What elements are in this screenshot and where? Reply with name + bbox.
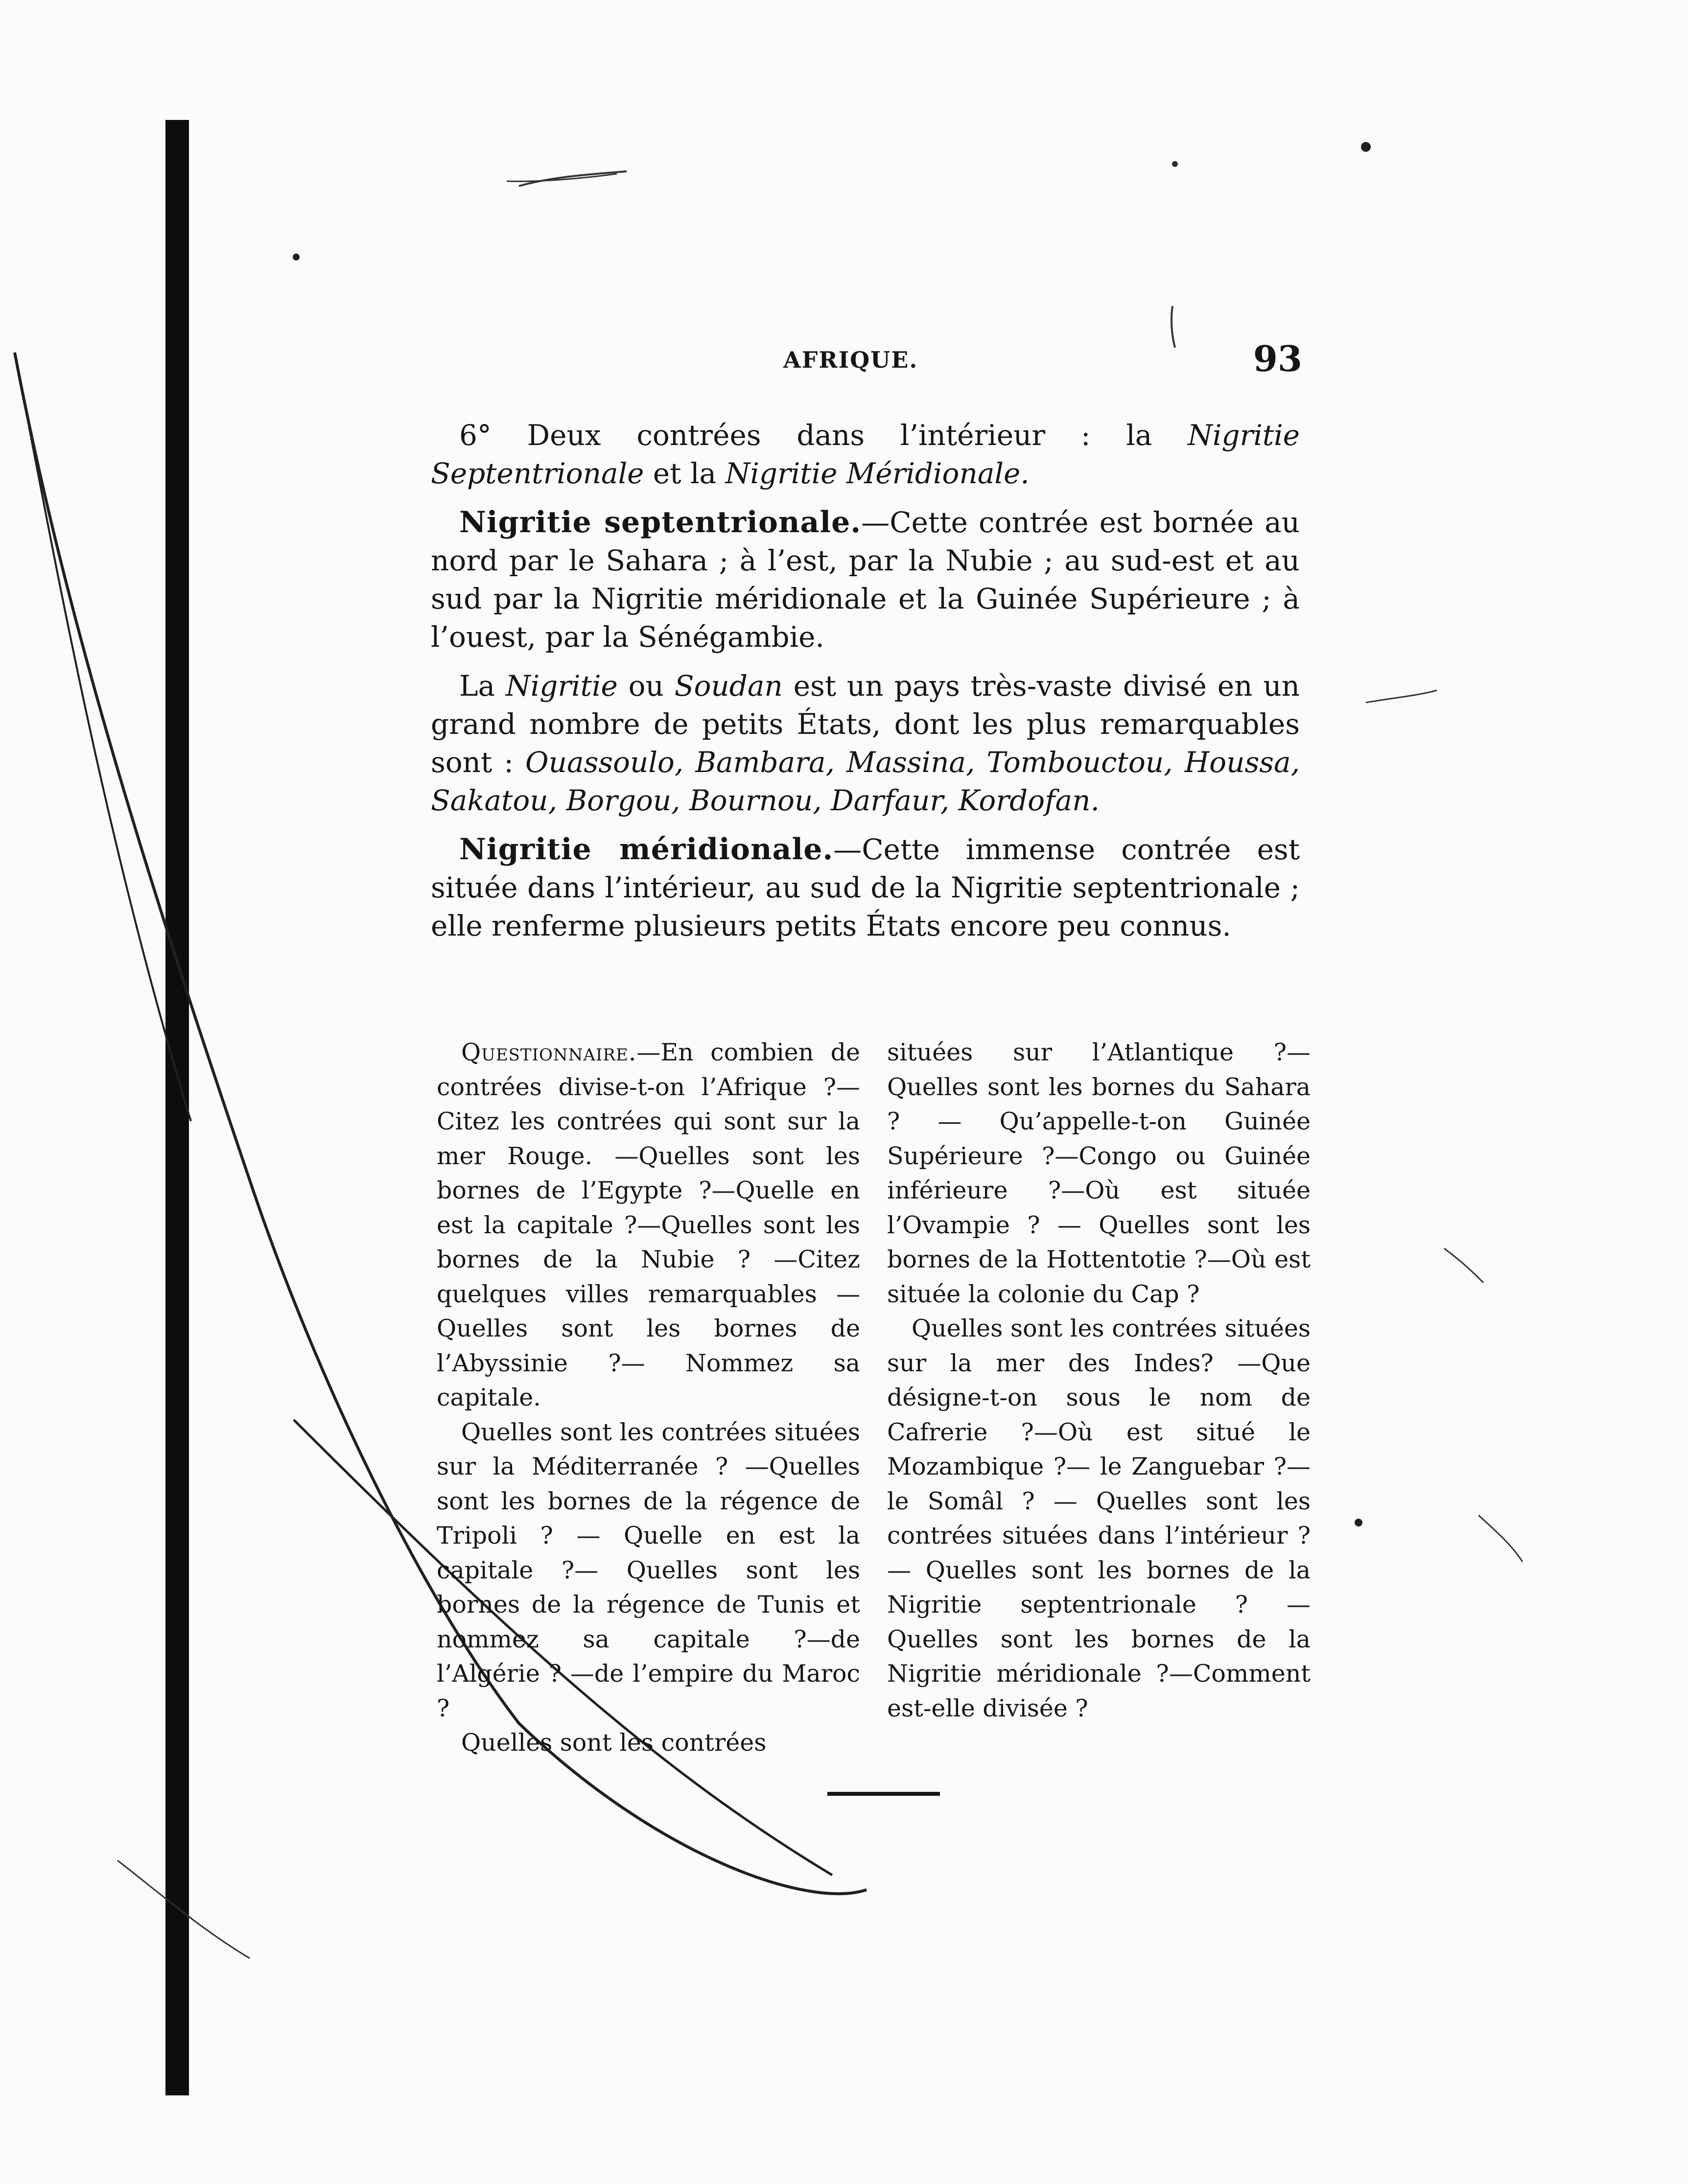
paragraph-text: et la [644,457,726,490]
question-paragraph: Quelles sont les contrées situées sur la Méditerranée ? —Quelles sont les bornes de la régence de Tripoli ? — Quelle en est la capitale ?— Quelles sont les bornes de la régence de Tunis et nommez sa capitale ?—de l’Algérie ? —de l’empire du Maroc ? [437,1418,860,1722]
paragraph-soudan [431,667,1300,820]
questionnaire-label: Questionnaire. [461,1038,637,1066]
questionnaire-right-column [887,1035,1311,1726]
paragraph-nigritie-septentrionale [431,503,1300,656]
term-nigritie-septentrionale: Nigritie Septentrionale [431,419,1300,490]
section-heading: Nigritie méridionale. [459,832,834,867]
question-paragraph: Quelles sont les contrées situées sur la mer des Indes? —Que désigne-t-on sous le nom de Cafrerie ?—Où est situé le Mozambique ?— le Zanguebar ?—le Somâl ? — Quelles sont les contrées situées dans l’intérieur ? — Quelles sont les bornes de la Nigritie septentrionale ? — Quelles sont les bornes de la Nigritie méridionale ?—Comment est-elle divisée ? [887,1315,1311,1722]
paragraph-text: —Cette contrée est bornée au nord par le Sahara ; à l’est, par la Nubie ; au sud-est et au sud par la Nigritie méridionale et la Guinée Supérieure ; à l’ouest, par la Sénégambie. [431,506,1300,654]
section-end-rule [827,1792,940,1796]
term-soudan: Soudan [674,669,783,703]
paragraph-interior-regions [431,416,1300,493]
question-paragraph [437,1035,860,1415]
question-paragraph: Quelles sont les contrées [461,1729,767,1757]
term-nigritie: Nigritie [505,669,618,703]
paragraph-text: est un pays très-vaste divisé en un grand nombre de petits États, dont les plus remarquables sont : [431,669,1300,779]
question-text: —En combien de contrées divise-t-on l’Afrique ?— Citez les contrées qui sont sur la mer Rouge. —Quelles sont les bornes de l’Egypte ?—Quelle en est la capitale ?—Quelles sont les bornes de la Nubie ? —Citez quelques villes remarquables — Quelles sont les bornes de l’Abyssinie ?— Nommez sa capitale. [437,1038,860,1411]
paragraph-text: La [459,669,506,703]
running-title: AFRIQUE. [783,347,918,373]
questionnaire [437,1035,1311,1770]
section-heading: Nigritie septentrionale. [459,505,862,540]
main-text [431,416,1300,956]
question-paragraph: situées sur l’Atlantique ?— Quelles sont les bornes du Sahara ? — Qu’appelle-t-on Guinée Supérieure ?—Congo ou Guinée inférieure ?—Où est située l’Ovampie ? — Quelles sont les bornes de la Hottentotie ?—Où est située la colonie du Cap ? [887,1038,1311,1308]
term-nigritie-meridionale: Nigritie Méridionale. [725,457,1030,490]
running-header [431,338,1312,382]
paragraph-text: ou [617,669,675,703]
scan-binding-bar [165,120,189,2095]
paragraph-nigritie-meridionale [431,830,1300,945]
questionnaire-left-column [437,1035,860,1761]
place-list: Ouassoulo, Bambara, Massina, Tombouctou, Houssa, Sakatou, Borgou, Bournou, Darfaur, Kordofan. [431,746,1300,817]
paragraph-text: —Cette immense contrée est située dans l’intérieur, au sud de la Nigritie septentrionale ; elle renferme plusieurs petits États encore peu connus. [431,833,1300,942]
book-page [431,338,1312,1841]
page-number: 93 [1253,338,1302,379]
paragraph-text: 6° Deux contrées dans l’intérieur : la [459,419,1188,452]
